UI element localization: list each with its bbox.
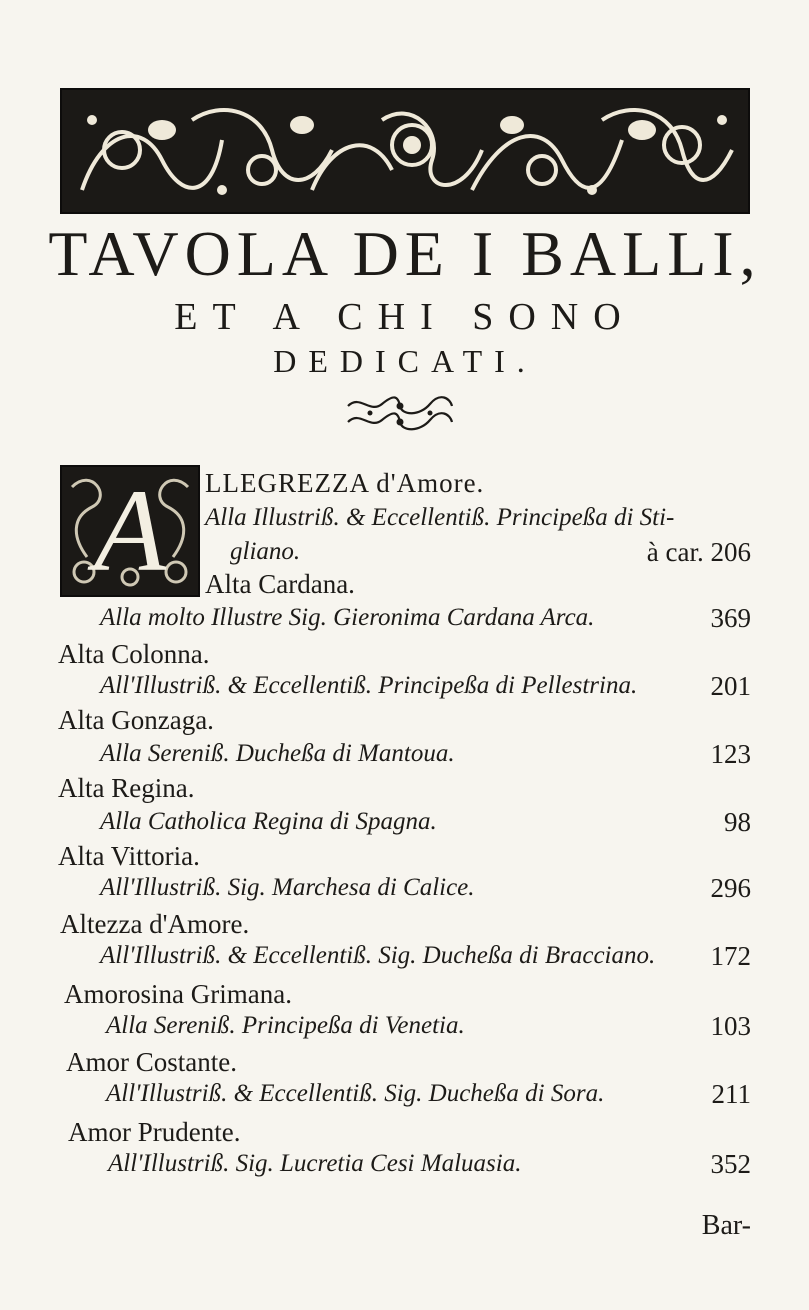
entry-title: Alta Regina. bbox=[58, 773, 195, 803]
entry-dedication: Alla Catholica Regina di Spagna. bbox=[100, 808, 437, 835]
entry-title: Alta Cardana. bbox=[205, 569, 355, 599]
entry-title: Alta Gonzaga. bbox=[58, 705, 214, 735]
entry-page-number: 172 bbox=[710, 941, 751, 971]
entry-page-number: 103 bbox=[710, 1011, 751, 1041]
entry-title: LLEGREZZA d'Amore. bbox=[205, 468, 485, 498]
entry-dedication: All'Illustriß. & Eccellentiß. Sig. Ducheßa di Sora. bbox=[106, 1080, 605, 1107]
entry-page-number: 201 bbox=[710, 671, 751, 701]
subtitle-line-1: ET A CHI SONO bbox=[174, 296, 636, 338]
entry-page-number: 296 bbox=[710, 873, 751, 903]
entry-dedication: All'Illustriß. Sig. Lucretia Cesi Maluasia. bbox=[108, 1150, 522, 1177]
entry-dedication: All'Illustriß. & Eccellentiß. Principeßa di Pellestrina. bbox=[100, 672, 638, 699]
entry-title: Alta Vittoria. bbox=[58, 841, 200, 871]
fleuron-ornament-icon bbox=[340, 394, 460, 432]
subtitle-line-2: DEDICATI. bbox=[273, 343, 537, 379]
entry-page-number: 369 bbox=[710, 603, 751, 633]
entry-title: Amor Prudente. bbox=[68, 1117, 241, 1147]
entry-page-number: 211 bbox=[711, 1079, 751, 1109]
entry-title: Alta Colonna. bbox=[58, 639, 210, 669]
entry-dedication: Alla Sereniß. Principeßa di Venetia. bbox=[106, 1012, 465, 1039]
entry-title: Amor Costante. bbox=[66, 1047, 237, 1077]
entry-title: Altezza d'Amore. bbox=[60, 909, 250, 939]
entry-dedication: Alla Illustriß. & Eccellentiß. Principeßa di Sti- bbox=[205, 504, 675, 531]
entry-dedication: All'Illustriß. Sig. Marchesa di Calice. bbox=[100, 874, 475, 901]
entry-page-number: à car. 206 bbox=[646, 537, 751, 567]
catchword: Bar- bbox=[701, 1210, 751, 1241]
page-title: TAVOLA DE I BALLI, bbox=[48, 218, 762, 289]
decorated-initial bbox=[60, 465, 200, 597]
entry-dedication: gliano. bbox=[230, 538, 301, 565]
entry-dedication: Alla molto Illustre Sig. Gieronima Cardana Arca. bbox=[100, 604, 595, 631]
entry-page-number: 123 bbox=[710, 739, 751, 769]
decorative-headpiece bbox=[60, 88, 750, 214]
initial-letter: A bbox=[93, 465, 167, 596]
entry-title: Amorosina Grimana. bbox=[64, 979, 292, 1009]
entry-page-number: 352 bbox=[710, 1149, 751, 1179]
entry-page-number: 98 bbox=[724, 807, 751, 837]
entry-dedication: Alla Sereniß. Ducheßa di Mantoua. bbox=[100, 740, 455, 767]
entry-dedication: All'Illustriß. & Eccellentiß. Sig. Ducheßa di Bracciano. bbox=[100, 942, 656, 969]
